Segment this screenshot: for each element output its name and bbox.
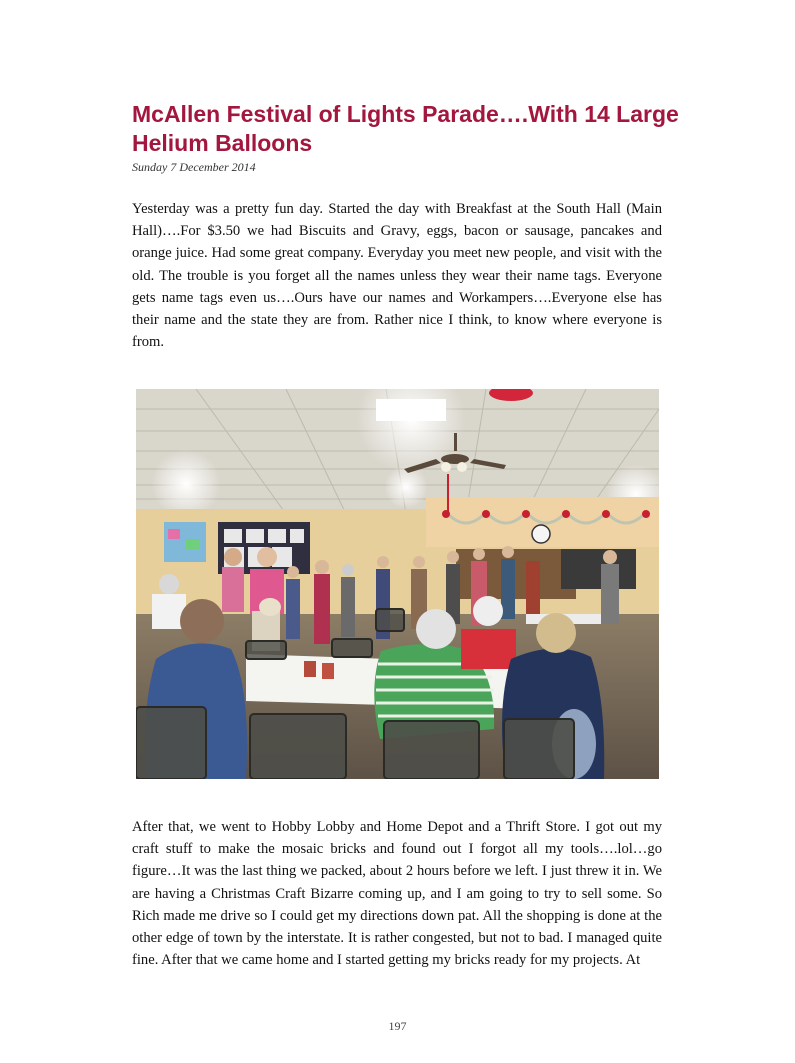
article-title: McAllen Festival of Lights Parade….With 14 Large Helium Balloons bbox=[132, 101, 679, 156]
dining-hall-photo bbox=[136, 389, 659, 779]
page-number: 197 bbox=[388, 1019, 407, 1033]
paragraph-2: After that, we went to Hobby Lobby and Home Depot and a Thrift Store. I got out my craft stuff to make the mosaic bricks and found out I forgot all my tools….lol…go figure…It was the last thing we packed, about 2 hours before we left. I just threw it in. We are having a Christmas Craft Bizarre coming up, and I am going to try to sell some. So Rich made me drive so I could get my directions down pat. All the shopping is done at the other edge of town by the interstate. It is rather congested, but not to bad. I managed quite fine. After that we came home and I started getting my bricks ready for my projects. At bbox=[132, 819, 662, 969]
paragraph-1: Yesterday was a pretty fun day. Started the day with Breakfast at the South Hall (Main Hall)….For $3.50 we had Biscuits and Gravy, eggs, bacon or sausage, pancakes and orange juice. Had some great company. Everyday you meet new people, and visit with the old. The trouble is you forget all the names unless they wear their name tags. Everyone gets name tags even us….Ours have our names and Workampers….Everyone else has their name and the state they are from. Rather nice I think, to know where everyone is from. bbox=[132, 201, 662, 351]
article-date: Sunday 7 December 2014 bbox=[132, 160, 256, 174]
